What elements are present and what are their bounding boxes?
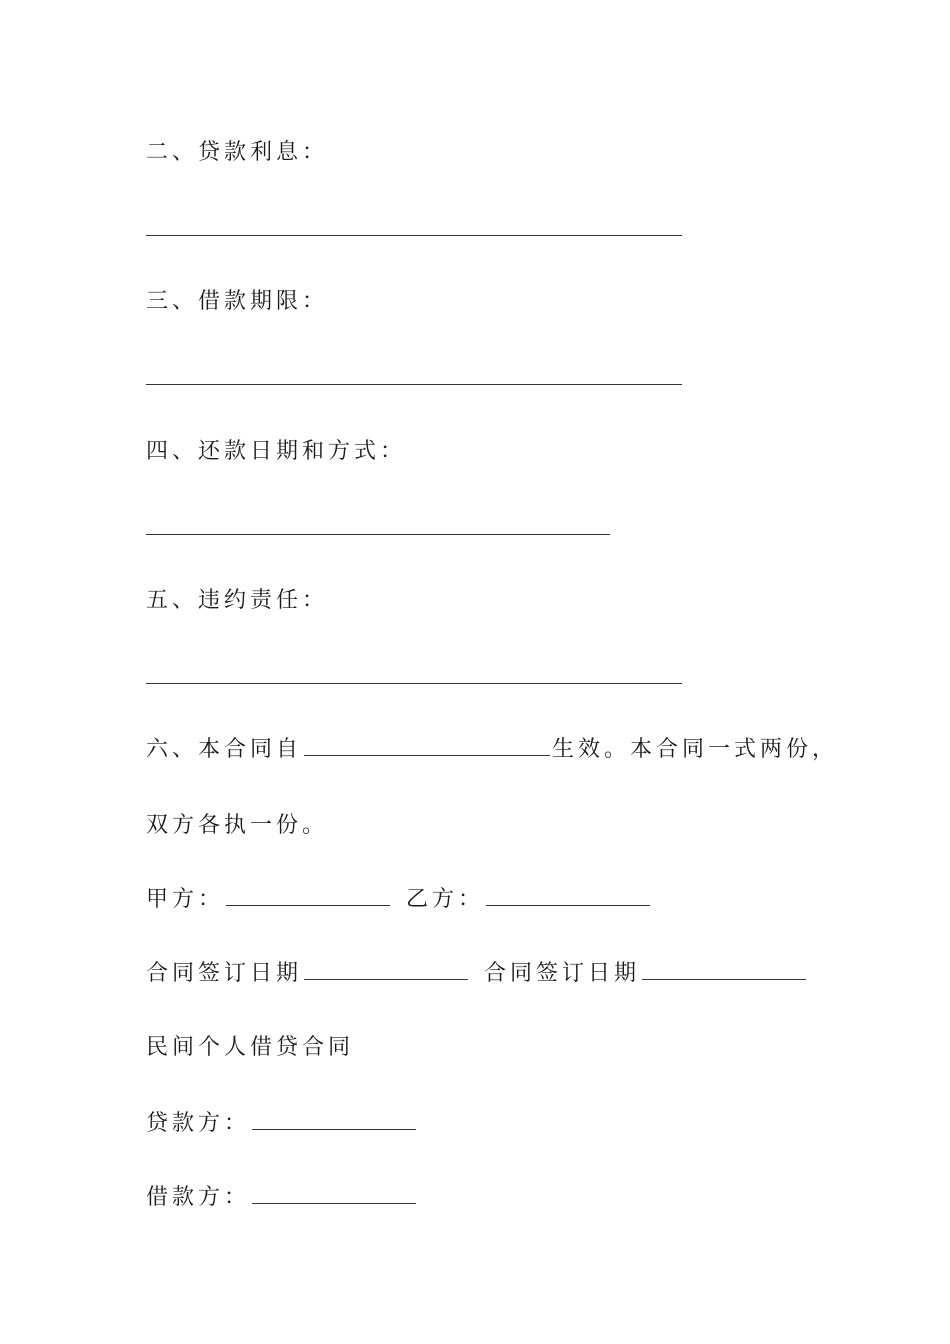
clause-breach: 五、违约责任：: [146, 588, 329, 613]
borrower-label: 借款方：: [146, 1185, 251, 1210]
blank-party-a: [226, 904, 390, 906]
sign-date-b-label: 合同签订日期: [484, 961, 641, 986]
clause-copies: 双方各执一份。: [146, 813, 329, 838]
signature-dates-line: [146, 959, 808, 989]
blank-party-b: [486, 904, 650, 906]
fill-line-interest: [146, 235, 682, 236]
fill-line-breach: [146, 683, 682, 684]
clause-interest: 二、贷款利息：: [146, 140, 329, 165]
lender-label: 贷款方：: [146, 1111, 251, 1136]
second-contract-title: 民间个人借贷合同: [146, 1035, 355, 1060]
clause-effective-suffix: 生效。本合同一式两份，: [552, 737, 839, 762]
sign-date-a-label: 合同签订日期: [146, 961, 303, 986]
clause-effective-line: [146, 735, 838, 765]
clause-term: 三、借款期限：: [146, 289, 329, 314]
party-a-label: 甲方：: [146, 887, 225, 912]
party-b-label: 乙方：: [406, 887, 485, 912]
fill-line-repayment: [146, 534, 610, 535]
signature-parties-line: [146, 885, 652, 915]
blank-borrower: [252, 1202, 416, 1204]
blank-effective-date: [304, 754, 550, 756]
clause-repayment: 四、还款日期和方式：: [146, 439, 407, 464]
fill-line-term: [146, 384, 682, 385]
lender-line: [146, 1109, 418, 1139]
blank-lender: [252, 1128, 416, 1130]
blank-sign-date-a: [304, 978, 468, 980]
clause-effective-prefix: 六、本合同自: [146, 737, 303, 762]
blank-sign-date-b: [642, 978, 806, 980]
borrower-line: [146, 1183, 418, 1213]
